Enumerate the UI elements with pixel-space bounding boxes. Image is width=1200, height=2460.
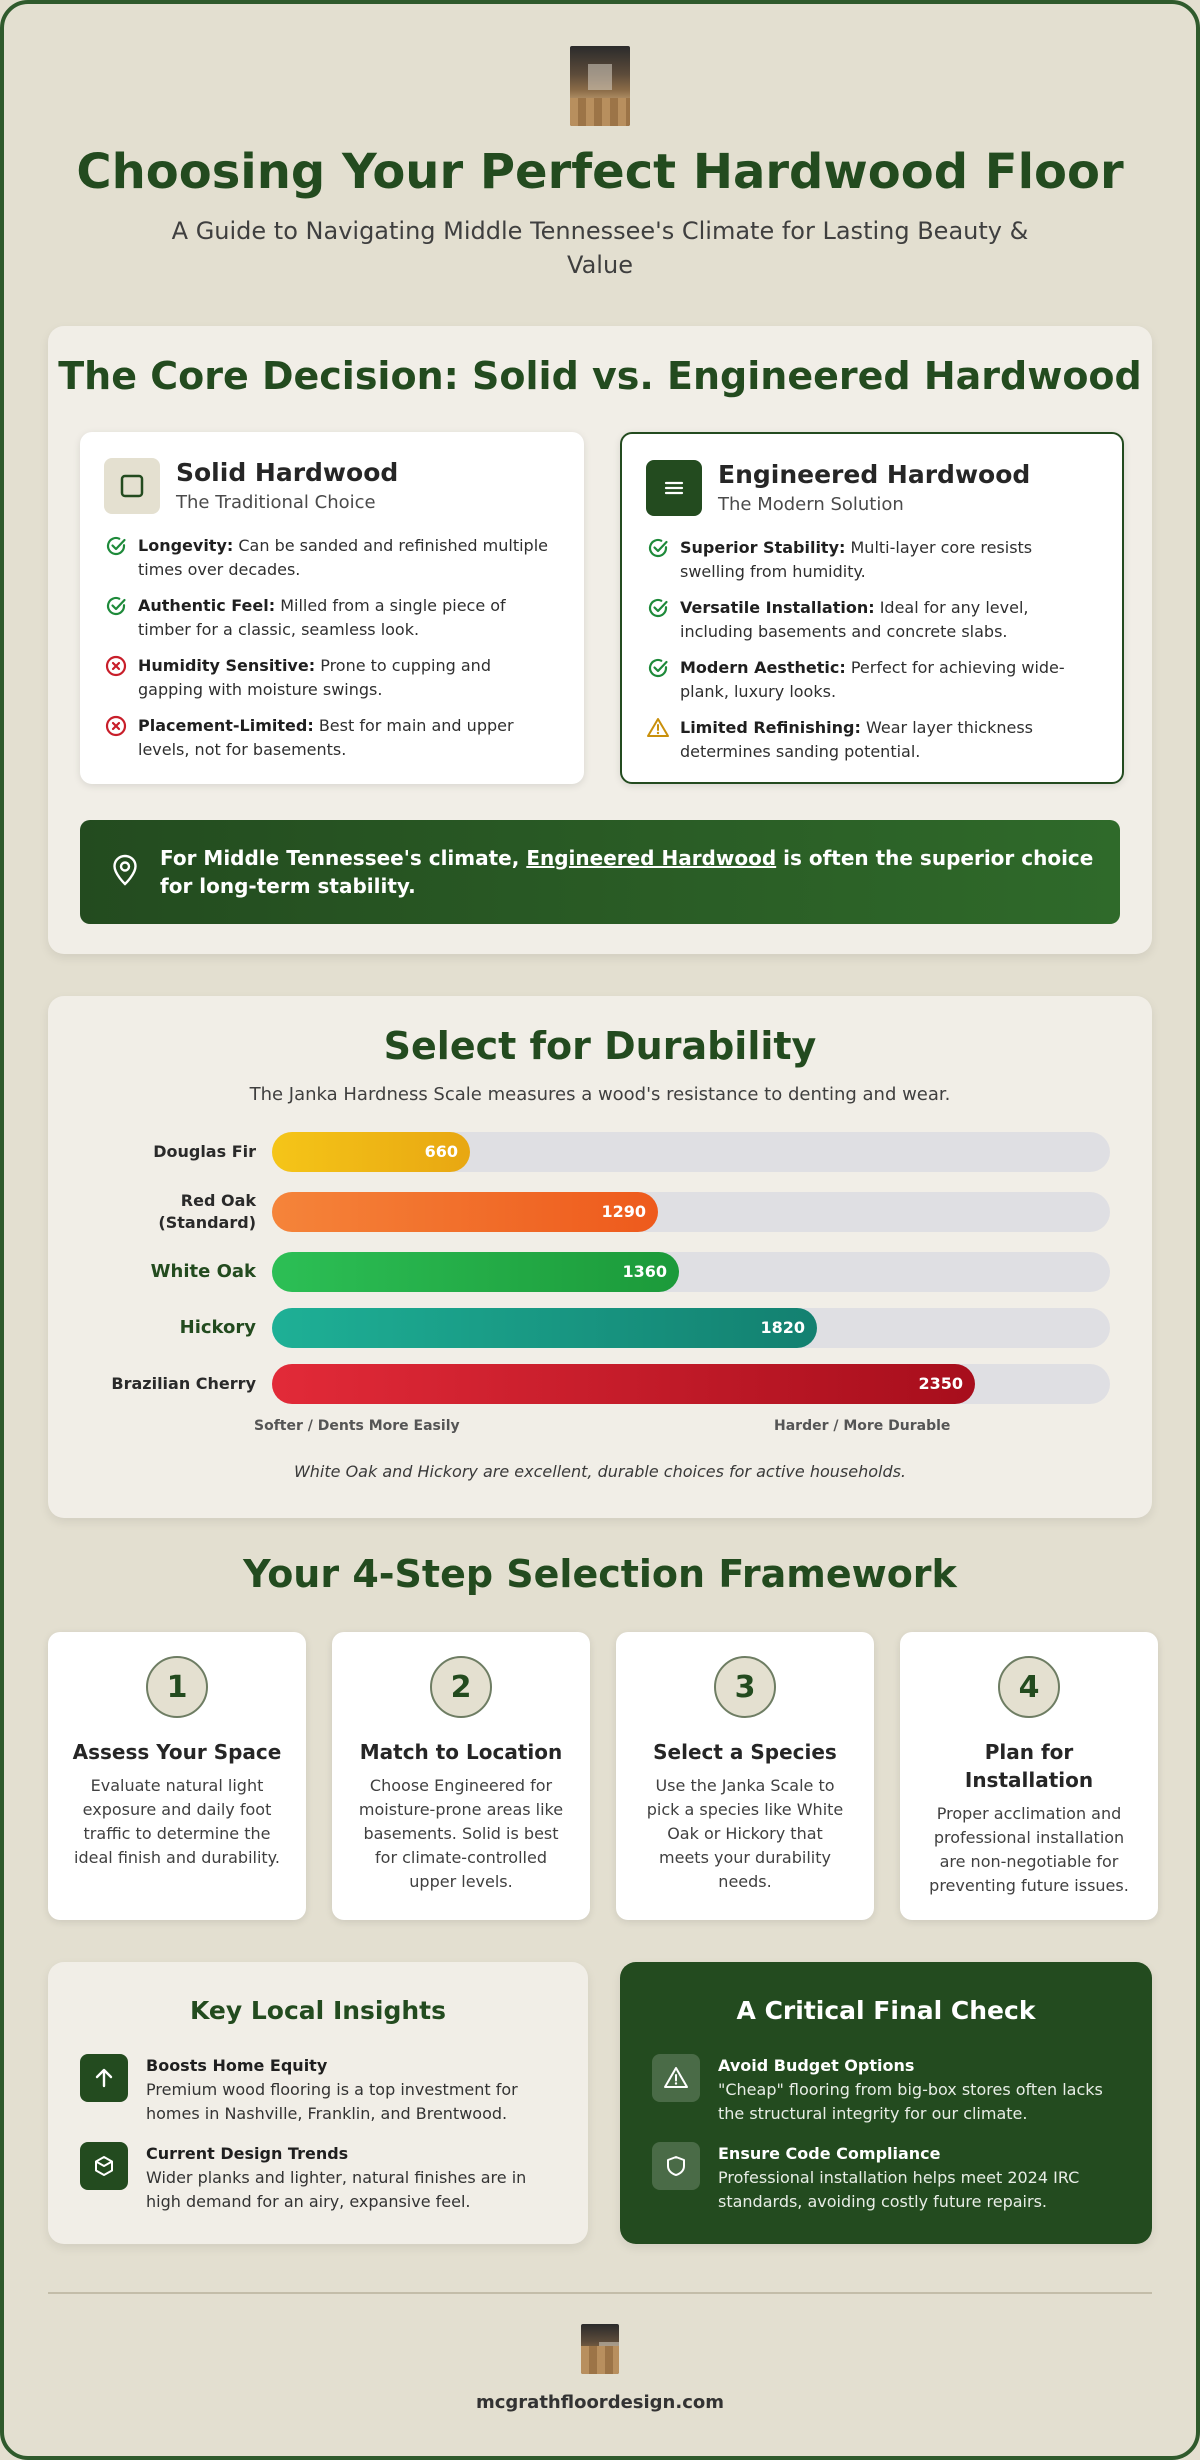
janka-bar-track <box>272 1132 1110 1172</box>
janka-bar-label: Red Oak (Standard) <box>158 1191 256 1232</box>
feature-text: Ideal for any level, including basements and concrete slabs. <box>680 598 1029 641</box>
feature-text: Prone to cupping and gapping with moisture swings. <box>138 656 491 699</box>
page-title: Choosing Your Perfect Hardwood Floor <box>76 144 1124 200</box>
step-number-badge: 3 <box>714 1656 776 1718</box>
x-circle-icon <box>104 714 128 738</box>
step-title: Assess Your Space <box>72 1740 282 1764</box>
janka-bar-row <box>48 1252 1152 1292</box>
durability-note: White Oak and Hickory are excellent, durable choices for active households. <box>293 1462 907 1481</box>
step-text: Use the Janka Scale to pick a species like White Oak or Hickory that meets your durability needs. <box>646 1776 844 1891</box>
final-check-item-title: Ensure Code Compliance <box>718 2144 941 2163</box>
warning-icon <box>646 716 670 740</box>
feature-item <box>646 656 1098 704</box>
page-subtitle: A Guide to Navigating Middle Tennessee's Climate for Lasting Beauty & Value <box>171 217 1029 279</box>
feature-label: Versatile Installation: <box>680 598 875 617</box>
step-text: Evaluate natural light exposure and daily foot traffic to determine the ideal finish and durability. <box>74 1776 280 1867</box>
framework-title: Your 4-Step Selection Framework <box>243 1552 957 1596</box>
feature-text: Perfect for achieving wide-plank, luxury looks. <box>680 658 1065 701</box>
janka-bar-track <box>272 1364 1110 1404</box>
feature-item <box>646 716 1098 764</box>
check-circle-icon <box>646 536 670 560</box>
solid-hardwood-title: Solid Hardwood <box>176 458 399 487</box>
callout-highlight: Engineered Hardwood <box>526 846 777 870</box>
feature-item <box>104 654 560 702</box>
final-check-item-text: "Cheap" flooring from big-box stores often lacks the structural integrity for our climate. <box>718 2080 1103 2123</box>
axis-hard-label: Harder / More Durable <box>774 1418 951 1434</box>
engineered-hardwood-subtitle: The Modern Solution <box>718 494 904 515</box>
check-circle-icon <box>646 656 670 680</box>
janka-bar-row <box>48 1364 1152 1404</box>
callout-text: For Middle Tennessee's climate, Engineered Hardwood is often the superior choice for long-term stability. <box>160 846 1094 898</box>
step-title: Plan for Installation <box>964 1740 1094 1792</box>
janka-bar-fill <box>272 1252 679 1292</box>
insight-item-equity <box>80 2054 556 2126</box>
feature-text: Can be sanded and refinished multiple times over decades. <box>138 536 548 579</box>
janka-bar-label: Douglas Fir <box>153 1142 256 1161</box>
x-circle-icon <box>104 654 128 678</box>
final-check-item-code <box>652 2142 1120 2214</box>
solid-hardwood-subtitle: The Traditional Choice <box>176 492 376 513</box>
engineered-hardwood-card <box>620 432 1124 784</box>
feature-label: Modern Aesthetic: <box>680 658 846 677</box>
janka-bar-row <box>48 1132 1152 1172</box>
footer-divider <box>48 2292 1152 2294</box>
check-circle-icon <box>646 596 670 620</box>
feature-label: Superior Stability: <box>680 538 846 557</box>
feature-label: Placement-Limited: <box>138 716 314 735</box>
local-insights-title: Key Local Insights <box>189 1996 447 2025</box>
feature-label: Limited Refinishing: <box>680 718 861 737</box>
insight-item-trends <box>80 2142 556 2214</box>
janka-bar-row <box>48 1192 1152 1232</box>
feature-text: Wear layer thickness determines sanding potential. <box>680 718 1033 761</box>
final-check-title: A Critical Final Check <box>736 1996 1036 2025</box>
janka-bar-label: Hickory <box>179 1317 256 1338</box>
footer-site-link[interactable]: mcgrathfloordesign.com <box>475 2392 724 2413</box>
janka-bar-track <box>272 1192 1110 1232</box>
janka-bar-value: 1820 <box>760 1318 805 1337</box>
durability-section <box>48 996 1152 1518</box>
feature-text: Multi-layer core resists swelling from humidity. <box>680 538 1033 581</box>
step-number-badge: 2 <box>430 1656 492 1718</box>
janka-bar-fill <box>272 1308 817 1348</box>
feature-text: Best for main and upper levels, not for basements. <box>138 716 514 759</box>
core-decision-section <box>48 326 1152 954</box>
janka-bar-fill <box>272 1192 658 1232</box>
square-icon <box>104 458 160 514</box>
final-check-item-text: Professional installation helps meet 2024 IRC standards, avoiding costly future repairs. <box>718 2168 1080 2211</box>
footer-logo-image <box>581 2324 619 2374</box>
step-card-2 <box>332 1632 590 1920</box>
janka-bar-label: Brazilian Cherry <box>111 1374 256 1393</box>
check-circle-icon <box>104 534 128 558</box>
janka-bar-track <box>272 1252 1110 1292</box>
janka-bar-label: White Oak <box>150 1261 256 1282</box>
final-check-item-title: Avoid Budget Options <box>718 2056 915 2075</box>
recommendation-callout <box>80 820 1120 924</box>
feature-item <box>646 536 1098 584</box>
step-number-badge: 1 <box>146 1656 208 1718</box>
feature-item <box>104 534 560 582</box>
shield-icon <box>652 2142 700 2190</box>
core-decision-title: The Core Decision: Solid vs. Engineered Hardwood <box>58 354 1142 398</box>
insight-title: Boosts Home Equity <box>146 2056 328 2075</box>
insight-title: Current Design Trends <box>146 2144 349 2163</box>
insight-text: Premium wood flooring is a top investment for homes in Nashville, Franklin, and Brentwood. <box>146 2080 518 2123</box>
step-number-badge: 4 <box>998 1656 1060 1718</box>
insight-text: Wider planks and lighter, natural finishes are in high demand for an airy, expansive feel. <box>146 2168 527 2211</box>
janka-bar-track <box>272 1308 1110 1348</box>
janka-intro: The Janka Hardness Scale measures a wood's resistance to denting and wear. <box>249 1084 951 1105</box>
feature-item <box>104 714 560 762</box>
feature-text: Milled from a single piece of timber for a classic, seamless look. <box>138 596 506 639</box>
warning-icon <box>652 2054 700 2102</box>
arrow-up-icon <box>80 2054 128 2102</box>
feature-item <box>104 594 560 642</box>
janka-bar-value: 1360 <box>622 1262 667 1281</box>
feature-item <box>646 596 1098 644</box>
step-title: Select a Species <box>653 1740 837 1764</box>
janka-bar-value: 660 <box>424 1142 458 1161</box>
step-card-1 <box>48 1632 306 1920</box>
step-card-4 <box>900 1632 1158 1920</box>
feature-label: Longevity: <box>138 536 234 555</box>
check-circle-icon <box>104 594 128 618</box>
final-check-section <box>620 1962 1152 2244</box>
feature-label: Humidity Sensitive: <box>138 656 316 675</box>
step-text: Choose Engineered for moisture-prone areas like basements. Solid is best for climate-controlled upper levels. <box>358 1776 564 1891</box>
solid-hardwood-card <box>80 432 584 784</box>
janka-bar-fill <box>272 1364 975 1404</box>
durability-title: Select for Durability <box>383 1024 817 1068</box>
axis-soft-label: Softer / Dents More Easily <box>254 1418 460 1434</box>
cube-icon <box>80 2142 128 2190</box>
janka-bar-value: 2350 <box>918 1374 963 1393</box>
engineered-hardwood-title: Engineered Hardwood <box>718 460 1031 489</box>
step-card-3 <box>616 1632 874 1920</box>
step-title: Match to Location <box>359 1740 563 1764</box>
janka-bar-value: 1290 <box>601 1202 646 1221</box>
local-insights-section <box>48 1962 588 2244</box>
header-logo-image <box>570 46 630 126</box>
feature-label: Authentic Feel: <box>138 596 276 615</box>
step-text: Proper acclimation and professional installation are non-negotiable for preventing future issues. <box>929 1804 1129 1895</box>
location-pin-icon <box>108 853 142 891</box>
janka-bar-row <box>48 1308 1152 1348</box>
janka-bar-fill <box>272 1132 470 1172</box>
layers-icon <box>646 460 702 516</box>
final-check-item-budget <box>652 2054 1120 2126</box>
